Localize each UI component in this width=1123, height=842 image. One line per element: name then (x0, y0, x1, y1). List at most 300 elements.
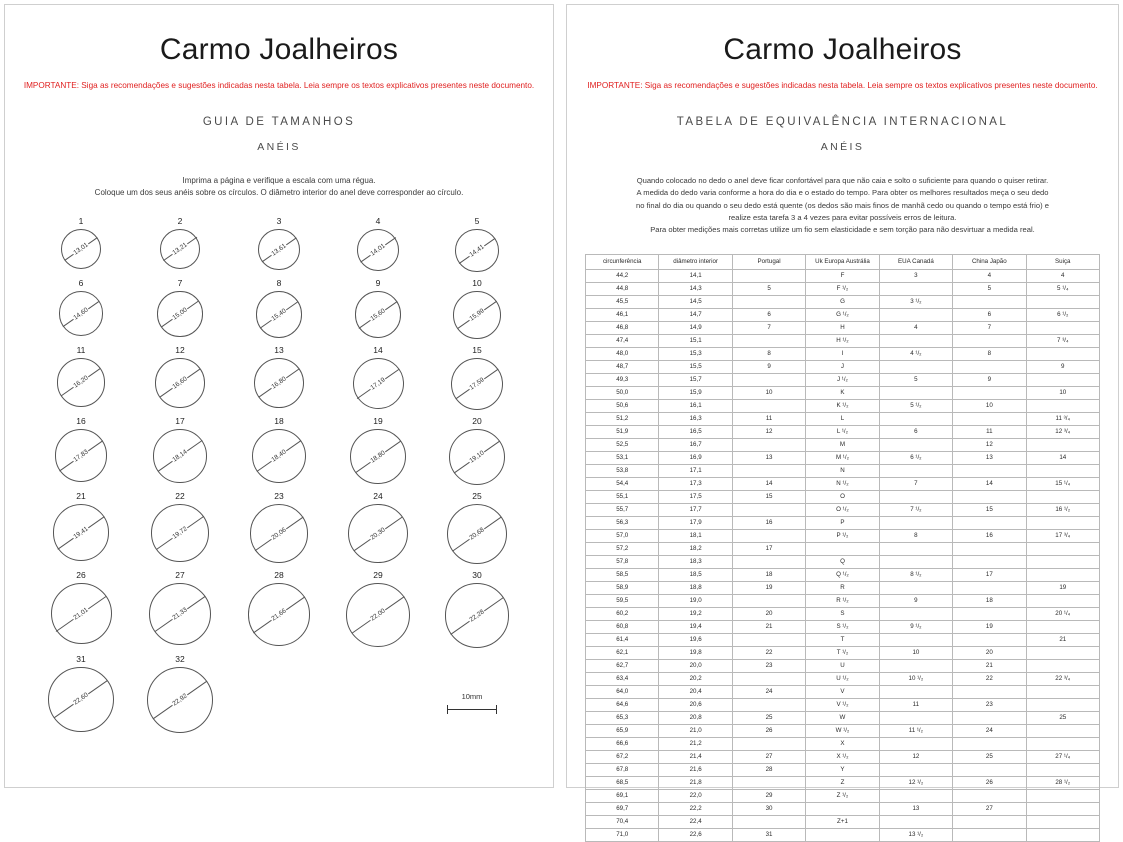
table-cell (879, 309, 952, 322)
table-cell: 9 (1026, 361, 1099, 374)
equivalence-table-body (586, 270, 1100, 842)
table-cell: 6 ¹/₂ (1026, 309, 1099, 322)
ring-circle (248, 583, 311, 646)
ring-circle-wrap (449, 429, 505, 485)
table-cell (1026, 686, 1099, 699)
table-cell: 44,8 (586, 283, 659, 296)
table-cell: 22,4 (659, 816, 732, 829)
table-cell: Z+1 (806, 816, 879, 829)
ring-circle (348, 504, 407, 563)
ring-number: 11 (76, 345, 86, 356)
table-row (586, 725, 1100, 738)
table-cell: 51,9 (586, 426, 659, 439)
table-cell: G ¹/₂ (806, 309, 879, 322)
table-cell: 59,5 (586, 595, 659, 608)
ring-circle-wrap (445, 583, 509, 647)
ring-diameter-label: 15,00 (171, 306, 189, 322)
table-cell (1026, 699, 1099, 712)
table-row (586, 439, 1100, 452)
ring-circle-wrap (254, 358, 304, 408)
table-cell: 17,5 (659, 491, 732, 504)
ring-cell (35, 345, 127, 410)
table-row (586, 595, 1100, 608)
table-cell: 27 ¹/₄ (1026, 751, 1099, 764)
table-row (586, 764, 1100, 777)
table-cell: T (806, 634, 879, 647)
table-cell: 30 (732, 803, 805, 816)
table-cell (1026, 647, 1099, 660)
right-intro-line-3: no final do dia ou quando o seu dedo está quente (os dedos são mais finos de manhã cedo ou quando o tempo está frio) e (636, 200, 1049, 210)
ring-diameter-label: 17,83 (72, 448, 90, 464)
right-intro-line-5: Para obter medições mais corretas utilize um fio sem elasticidade e sem torção para não desvirtuar a medida real. (650, 225, 1035, 235)
page-title-right: Carmo Joalheiros (723, 33, 962, 66)
table-column-header: Portugal (732, 255, 805, 270)
table-row (586, 530, 1100, 543)
table-header-row (586, 255, 1100, 270)
table-cell: 15,7 (659, 374, 732, 387)
table-cell: 64,0 (586, 686, 659, 699)
ring-circle (151, 504, 209, 562)
table-cell: G (806, 296, 879, 309)
table-cell: 22,2 (659, 803, 732, 816)
ring-diameter-label: 14,41 (468, 243, 486, 259)
table-cell: 12 ³/₄ (1026, 426, 1099, 439)
table-row (586, 452, 1100, 465)
ring-circle-wrap (248, 583, 311, 646)
ring-circle-wrap (346, 583, 410, 647)
table-cell: 16,9 (659, 452, 732, 465)
table-cell: H ¹/₂ (806, 335, 879, 348)
table-cell (1026, 348, 1099, 361)
table-cell: M (806, 439, 879, 452)
table-row (586, 413, 1100, 426)
scale-ruler (437, 692, 507, 713)
table-cell: 9 (879, 595, 952, 608)
table-row (586, 621, 1100, 634)
table-cell (879, 608, 952, 621)
table-cell: 12 (953, 439, 1026, 452)
table-cell: 14 (953, 478, 1026, 491)
table-cell: 18,8 (659, 582, 732, 595)
ring-circle (254, 358, 304, 408)
ring-number: 24 (373, 491, 383, 502)
ring-cell (332, 654, 424, 733)
table-cell: 15 (732, 491, 805, 504)
ring-circle-wrap (155, 358, 204, 407)
ring-cell (332, 416, 424, 485)
ring-cell (35, 654, 127, 733)
table-cell: 70,4 (586, 816, 659, 829)
ring-circle (252, 429, 306, 483)
equivalence-table-head (586, 255, 1100, 270)
table-cell: 13 ¹/₂ (879, 829, 952, 842)
ring-diameter-label: 14,01 (369, 242, 387, 258)
table-cell (953, 816, 1026, 829)
table-row (586, 790, 1100, 803)
ring-circle-wrap (151, 504, 209, 562)
table-cell (879, 738, 952, 751)
table-cell: 57,2 (586, 543, 659, 556)
table-row (586, 634, 1100, 647)
table-cell (1026, 660, 1099, 673)
table-cell (1026, 465, 1099, 478)
table-cell: 21,0 (659, 725, 732, 738)
table-cell (732, 634, 805, 647)
table-cell (1026, 296, 1099, 309)
table-cell: 19,6 (659, 634, 732, 647)
table-cell: 16,3 (659, 413, 732, 426)
table-cell (879, 387, 952, 400)
ring-cell (233, 216, 325, 273)
table-cell (879, 582, 952, 595)
ring-cell (134, 654, 226, 733)
table-cell: 66,6 (586, 738, 659, 751)
table-cell: I (806, 348, 879, 361)
ring-cell (134, 491, 226, 564)
ring-circle (157, 291, 202, 336)
table-row (586, 699, 1100, 712)
left-intro (39, 175, 519, 200)
ring-circle (57, 358, 105, 406)
ring-cell (134, 216, 226, 273)
table-cell: 19 (732, 582, 805, 595)
table-row (586, 660, 1100, 673)
ring-cell (431, 216, 523, 273)
table-cell: 6 ¹/₂ (879, 452, 952, 465)
table-cell (953, 764, 1026, 777)
table-cell: 4 (879, 322, 952, 335)
table-cell: 63,4 (586, 673, 659, 686)
table-row (586, 348, 1100, 361)
table-column-header: circunferência (586, 255, 659, 270)
ring-size-grid (35, 216, 523, 733)
ring-number: 3 (276, 215, 282, 226)
table-cell: 14,5 (659, 296, 732, 309)
ring-cell (233, 345, 325, 410)
table-cell: O (806, 491, 879, 504)
table-row (586, 400, 1100, 413)
ring-diameter-label: 21,01 (72, 606, 90, 622)
table-cell: 13 (732, 452, 805, 465)
ring-row (35, 491, 523, 564)
table-cell: 4 ¹/₂ (879, 348, 952, 361)
table-cell (953, 712, 1026, 725)
table-cell: 8 ¹/₂ (879, 569, 952, 582)
ring-row (35, 416, 523, 485)
table-cell (953, 387, 1026, 400)
ring-cell (35, 216, 127, 273)
table-cell: 8 (879, 530, 952, 543)
ring-diameter-label: 15,99 (468, 307, 486, 323)
table-cell (879, 517, 952, 530)
ring-diameter-label: 20,06 (270, 525, 288, 542)
ring-diameter-label: 13,61 (270, 242, 288, 258)
table-cell: Z (806, 777, 879, 790)
table-row (586, 296, 1100, 309)
table-cell (879, 816, 952, 829)
table-cell: 6 (732, 309, 805, 322)
table-cell: 57,0 (586, 530, 659, 543)
ring-circle (48, 667, 113, 732)
table-cell: 21 (953, 660, 1026, 673)
table-cell: R (806, 582, 879, 595)
ring-diameter-label: 22,60 (72, 691, 90, 707)
table-cell: N (806, 465, 879, 478)
table-cell (879, 491, 952, 504)
table-cell (732, 504, 805, 517)
table-cell: 71,0 (586, 829, 659, 842)
table-cell (732, 374, 805, 387)
table-row (586, 478, 1100, 491)
table-cell: 31 (732, 829, 805, 842)
scale-tick-right (496, 705, 497, 714)
table-cell: 21,8 (659, 777, 732, 790)
table-cell: P (806, 517, 879, 530)
table-cell: 5 (732, 283, 805, 296)
table-cell (1026, 569, 1099, 582)
ring-circle (153, 429, 207, 483)
table-row (586, 491, 1100, 504)
table-cell: 49,3 (586, 374, 659, 387)
table-cell: 27 (732, 751, 805, 764)
ring-number: 13 (274, 345, 284, 356)
table-cell: V (806, 686, 879, 699)
ring-circle-wrap (48, 667, 113, 732)
table-cell (953, 608, 1026, 621)
table-cell: 17,1 (659, 465, 732, 478)
table-cell: L ¹/₂ (806, 426, 879, 439)
table-cell (1026, 439, 1099, 452)
table-cell: 22 ³/₄ (1026, 673, 1099, 686)
ring-row (35, 570, 523, 647)
table-cell: 14,3 (659, 283, 732, 296)
ring-cell (332, 491, 424, 564)
ring-diameter-label: 13,21 (171, 241, 189, 257)
ring-circle-wrap (57, 358, 105, 406)
table-cell: 15,5 (659, 361, 732, 374)
ring-cell (35, 491, 127, 564)
table-row (586, 712, 1100, 725)
ring-row (35, 278, 523, 339)
ring-number: 10 (472, 278, 482, 289)
ring-diameter-label: 16,80 (270, 375, 288, 391)
ring-diameter-label: 19,10 (468, 449, 486, 465)
table-cell: 60,2 (586, 608, 659, 621)
table-cell: 57,8 (586, 556, 659, 569)
table-cell: 23 (953, 699, 1026, 712)
table-cell (953, 413, 1026, 426)
equivalence-table-wrap (585, 254, 1100, 842)
ring-cell (134, 345, 226, 410)
table-cell: 6 (879, 426, 952, 439)
ring-diameter-label: 21,66 (270, 607, 288, 623)
left-sheet (4, 4, 554, 788)
table-cell: 51,2 (586, 413, 659, 426)
table-cell: 9 (732, 361, 805, 374)
table-row (586, 582, 1100, 595)
table-row (586, 673, 1100, 686)
table-cell: 21 (1026, 634, 1099, 647)
left-intro-line-1: Imprima a página e verifique a escala com uma régua. (182, 176, 376, 185)
ring-cell (134, 570, 226, 647)
ring-number: 27 (175, 570, 185, 581)
ring-number: 19 (373, 416, 383, 427)
important-notice-left: IMPORTANTE: Siga as recomendações e sugestões indicadas nesta tabela. Leia sempre os textos explicativos presentes neste documento. (23, 81, 535, 90)
table-cell: 11 (732, 413, 805, 426)
ring-cell (431, 570, 523, 647)
table-cell (732, 270, 805, 283)
table-cell: 7 ¹/₂ (879, 504, 952, 517)
ring-cell (431, 491, 523, 564)
table-cell: 53,8 (586, 465, 659, 478)
table-cell: 54,4 (586, 478, 659, 491)
ring-diameter-label: 22,28 (468, 607, 486, 624)
table-cell: 65,3 (586, 712, 659, 725)
ring-number: 18 (274, 416, 284, 427)
table-cell: 15 (953, 504, 1026, 517)
table-cell (806, 803, 879, 816)
table-cell: 15,1 (659, 335, 732, 348)
table-cell (953, 517, 1026, 530)
table-cell (732, 530, 805, 543)
table-cell: S ¹/₂ (806, 621, 879, 634)
table-cell: 16,1 (659, 400, 732, 413)
table-cell: 45,5 (586, 296, 659, 309)
scale-bar (437, 705, 507, 713)
table-cell (1026, 400, 1099, 413)
table-cell: 27 (953, 803, 1026, 816)
ring-circle-wrap (348, 504, 407, 563)
table-cell (732, 296, 805, 309)
table-cell: 68,5 (586, 777, 659, 790)
ring-number: 2 (177, 215, 183, 226)
table-cell (953, 543, 1026, 556)
table-cell: 24 (953, 725, 1026, 738)
table-cell (879, 283, 952, 296)
table-cell (1026, 725, 1099, 738)
table-cell (879, 556, 952, 569)
table-cell: L (806, 413, 879, 426)
ring-row (35, 345, 523, 410)
table-cell: 18 (732, 569, 805, 582)
table-cell: 19,8 (659, 647, 732, 660)
table-cell: 23 (732, 660, 805, 673)
table-cell: 12 (879, 751, 952, 764)
ring-circle-wrap (357, 229, 400, 272)
table-cell: 67,8 (586, 764, 659, 777)
ring-circle-wrap (61, 229, 101, 269)
table-cell: 62,7 (586, 660, 659, 673)
table-cell (953, 738, 1026, 751)
table-cell: Z ¹/₂ (806, 790, 879, 803)
table-cell: 17 (953, 569, 1026, 582)
table-row (586, 335, 1100, 348)
table-cell: 53,1 (586, 452, 659, 465)
table-cell: 14 (732, 478, 805, 491)
table-row (586, 426, 1100, 439)
table-row (586, 608, 1100, 621)
table-cell (732, 699, 805, 712)
table-row (586, 322, 1100, 335)
ring-row (35, 216, 523, 273)
table-cell: U ¹/₂ (806, 673, 879, 686)
right-intro-line-4: realize esta tarefa 3 a 4 vezes para evitar possíveis erros de leitura. (728, 212, 957, 222)
ring-circle (51, 583, 112, 644)
table-cell (1026, 543, 1099, 556)
table-cell (879, 543, 952, 556)
table-cell: H (806, 322, 879, 335)
ring-circle-wrap (160, 229, 201, 270)
table-cell: 22,6 (659, 829, 732, 842)
table-row (586, 738, 1100, 751)
table-cell: 14,7 (659, 309, 732, 322)
table-cell (1026, 829, 1099, 842)
table-cell (953, 465, 1026, 478)
table-cell: 61,4 (586, 634, 659, 647)
table-cell: 17 ³/₄ (1026, 530, 1099, 543)
table-row (586, 374, 1100, 387)
table-cell (1026, 322, 1099, 335)
table-cell (953, 361, 1026, 374)
ring-circle (147, 667, 213, 733)
ring-number: 16 (76, 416, 86, 427)
table-cell (879, 439, 952, 452)
table-cell: 64,6 (586, 699, 659, 712)
ring-number: 21 (76, 491, 86, 502)
table-cell (879, 660, 952, 673)
table-row (586, 387, 1100, 400)
table-cell (879, 712, 952, 725)
table-cell: 21,2 (659, 738, 732, 751)
table-cell: 17,7 (659, 504, 732, 517)
table-cell: 22 (732, 647, 805, 660)
table-cell: 48,7 (586, 361, 659, 374)
ring-number: 15 (472, 345, 482, 356)
table-cell: Y (806, 764, 879, 777)
ring-number: 30 (472, 570, 482, 581)
ring-circle-wrap (147, 667, 213, 733)
table-cell: F ¹/₂ (806, 283, 879, 296)
table-cell: 9 (953, 374, 1026, 387)
table-cell: 55,1 (586, 491, 659, 504)
table-cell: W (806, 712, 879, 725)
table-cell: N ¹/₂ (806, 478, 879, 491)
table-cell: 11 (953, 426, 1026, 439)
table-cell: 58,9 (586, 582, 659, 595)
table-cell (953, 491, 1026, 504)
table-cell (879, 686, 952, 699)
table-cell: 10 (732, 387, 805, 400)
table-cell: 18 (953, 595, 1026, 608)
table-cell: 20,0 (659, 660, 732, 673)
table-cell (1026, 491, 1099, 504)
table-cell (1026, 556, 1099, 569)
table-cell: X ¹/₂ (806, 751, 879, 764)
table-cell: 18,2 (659, 543, 732, 556)
table-cell: 58,5 (586, 569, 659, 582)
ring-cell (233, 416, 325, 485)
ring-cell (35, 416, 127, 485)
table-row (586, 517, 1100, 530)
table-cell: 13 (879, 803, 952, 816)
table-cell: 8 (953, 348, 1026, 361)
table-row (586, 647, 1100, 660)
ring-circle-wrap (157, 291, 202, 336)
table-cell: 50,0 (586, 387, 659, 400)
ring-cell (332, 570, 424, 647)
table-cell: R ¹/₂ (806, 595, 879, 608)
table-cell (953, 582, 1026, 595)
